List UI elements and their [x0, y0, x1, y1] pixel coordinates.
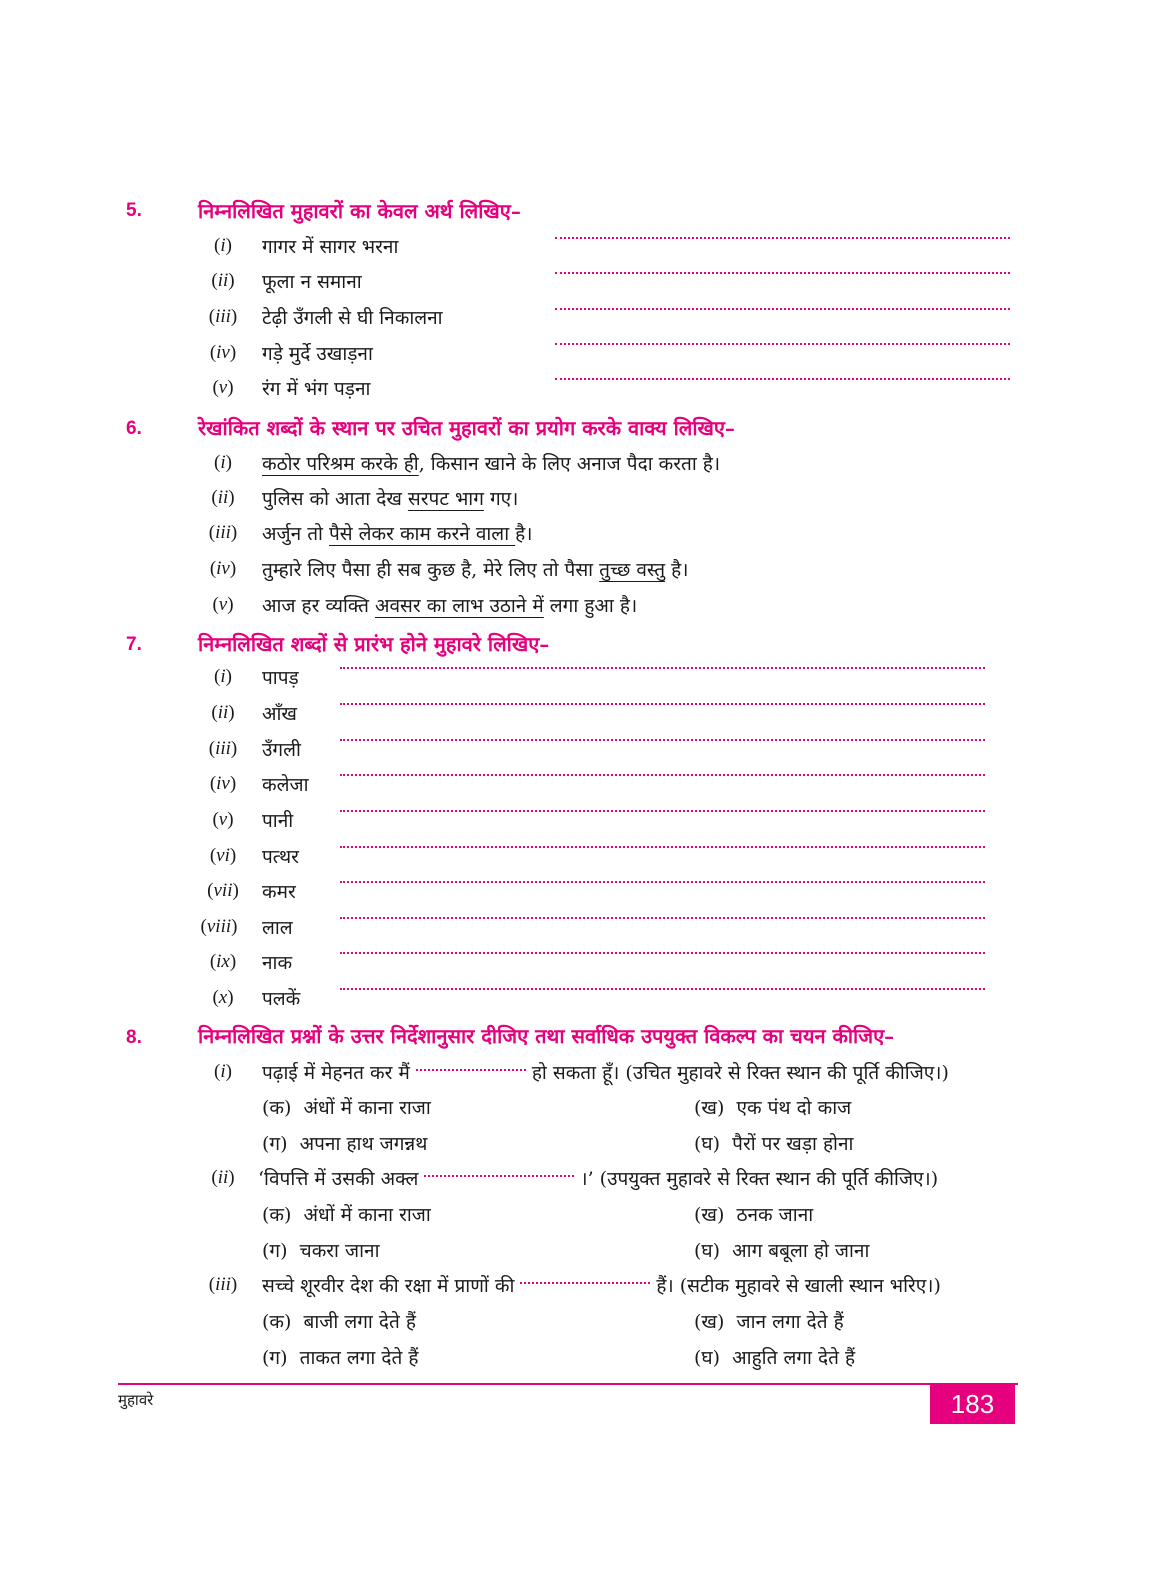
answer-line[interactable] [340, 952, 985, 954]
answer-line[interactable] [340, 667, 985, 669]
option[interactable]: (ग) ताकत लगा देते हैं [262, 1347, 419, 1369]
underlined-phrase: कठोर परिश्रम करके ही [262, 453, 419, 475]
q7-item-word: लाल [262, 917, 293, 939]
q8-question: पढ़ाई में मेहनत कर मैं हो सकता हूँ। (उचित मुहावरे से रिक्त स्थान की पूर्ति कीजिए।) [262, 1062, 949, 1084]
q7-item-word: नाक [262, 952, 293, 974]
q6-sentence: तुम्हारे लिए पैसा ही सब कुछ है, मेरे लिए तो पैसा तुच्छ वस्तु है। [262, 559, 689, 581]
q6-number: 6. [126, 418, 142, 439]
q6-item-roman: (ii) [211, 487, 235, 508]
q7-item-roman: (ix) [209, 951, 237, 972]
q6-sentence: अर्जुन तो पैसे लेकर काम करने वाला है। [262, 523, 533, 545]
option[interactable]: (घ) आग बबूला हो जाना [694, 1240, 870, 1262]
answer-line[interactable] [340, 810, 985, 812]
q5-item-roman: (v) [212, 377, 234, 398]
q6-sentence: आज हर व्यक्ति अवसर का लाभ उठाने में लगा हुआ है। [262, 595, 638, 617]
q8-sub-roman: (ii) [211, 1167, 235, 1188]
fill-blank[interactable] [416, 1069, 526, 1071]
option[interactable]: (घ) पैरों पर खड़ा होना [694, 1133, 854, 1155]
q7-item-roman: (vi) [209, 845, 237, 866]
q7-item-word: कलेजा [262, 774, 309, 796]
q8-number: 8. [126, 1027, 142, 1048]
answer-line[interactable] [555, 237, 1010, 239]
chapter-name: मुहावरे [118, 1391, 154, 1409]
q6-sentence: पुलिस को आता देख सरपट भाग गए। [262, 488, 519, 510]
q6-item-roman: (v) [212, 594, 234, 615]
answer-line[interactable] [340, 846, 985, 848]
q7-item-roman: (x) [212, 987, 234, 1008]
answer-line[interactable] [340, 703, 985, 705]
q5-heading: निम्नलिखित मुहावरों का केवल अर्थ लिखिए– [198, 199, 521, 223]
q7-item-roman: (ii) [211, 702, 235, 723]
q6-item-roman: (i) [214, 452, 232, 473]
q7-item-roman: (viii) [200, 916, 238, 937]
underlined-phrase: पैसे लेकर काम करने वाला [329, 523, 516, 545]
q8-question: सच्चे शूरवीर देश की रक्षा में प्राणों की हैं। (सटीक मुहावरे से खाली स्थान भरिए।) [262, 1275, 941, 1297]
q5-item-text: रंग में भंग पड़ना [262, 378, 371, 400]
option[interactable]: (ख) ठनक जाना [694, 1204, 814, 1226]
q5-item-text: गागर में सागर भरना [262, 236, 399, 258]
q7-item-word: पानी [262, 810, 294, 832]
q8-sub-roman: (iii) [208, 1274, 238, 1295]
option[interactable]: (क) बाजी लगा देते हैं [262, 1311, 416, 1333]
q6-item-roman: (iv) [209, 558, 237, 579]
answer-line[interactable] [340, 881, 985, 883]
answer-line[interactable] [555, 272, 1010, 274]
answer-line[interactable] [340, 917, 985, 919]
underlined-phrase: सरपट भाग [407, 488, 484, 510]
option[interactable]: (ग) अपना हाथ जगन्नथ [262, 1133, 428, 1155]
answer-line[interactable] [555, 308, 1010, 310]
q5-item-roman: (ii) [211, 270, 235, 291]
q8-sub-roman: (i) [214, 1061, 232, 1082]
q5-item-roman: (iv) [209, 342, 237, 363]
q7-item-roman: (vii) [207, 880, 239, 901]
q7-item-roman: (iii) [208, 738, 238, 759]
q5-item-roman: (iii) [208, 306, 238, 327]
q6-heading: रेखांकित शब्दों के स्थान पर उचित मुहावरों का प्रयोग करके वाक्य लिखिए– [198, 416, 735, 440]
underlined-phrase: तुच्छ वस्तु [599, 559, 666, 581]
q7-item-word: कमर [262, 881, 296, 903]
q7-item-word: पापड़ [262, 667, 299, 689]
answer-line[interactable] [340, 739, 985, 741]
page-number: 183 [930, 1384, 1015, 1424]
q5-item-text: टेढ़ी उँगली से घी निकालना [262, 307, 443, 329]
option[interactable]: (ग) चकरा जाना [262, 1240, 380, 1262]
q7-item-roman: (iv) [209, 773, 237, 794]
answer-line[interactable] [340, 988, 985, 990]
option[interactable]: (घ) आहुति लगा देते हैं [694, 1347, 856, 1369]
answer-line[interactable] [555, 343, 1010, 345]
q5-number: 5. [126, 200, 142, 221]
q7-item-word: पलकें [262, 988, 301, 1010]
option[interactable]: (क) अंधों में काना राजा [262, 1097, 431, 1119]
q6-sentence: कठोर परिश्रम करके ही, किसान खाने के लिए अनाज पैदा करता है। [262, 453, 721, 475]
q7-item-word: उँगली [262, 739, 301, 761]
q7-heading: निम्नलिखित शब्दों से प्रारंभ होने मुहावरे लिखिए– [198, 632, 550, 656]
answer-line[interactable] [555, 378, 1010, 380]
q8-heading: निम्नलिखित प्रश्नों के उत्तर निर्देशानुसार दीजिए तथा सर्वाधिक उपयुक्त विकल्प का चयन कीजिए– [198, 1024, 895, 1048]
underlined-phrase: अवसर का लाभ उठाने में [374, 595, 544, 617]
q5-item-text: फूला न समाना [262, 271, 362, 293]
q5-item-roman: (i) [214, 235, 232, 256]
fill-blank[interactable] [520, 1282, 650, 1284]
q7-item-word: पत्थर [262, 846, 299, 868]
q7-item-roman: (v) [212, 809, 234, 830]
q7-number: 7. [126, 634, 142, 655]
fill-blank[interactable] [424, 1175, 574, 1177]
q7-item-word: आँख [262, 703, 297, 725]
footer-rule [118, 1383, 1018, 1385]
answer-line[interactable] [340, 774, 985, 776]
option[interactable]: (क) अंधों में काना राजा [262, 1204, 431, 1226]
q7-item-roman: (i) [214, 666, 232, 687]
q5-item-text: गड़े मुर्दे उखाड़ना [262, 343, 373, 365]
q6-item-roman: (iii) [208, 522, 238, 543]
q8-question: ‘विपत्ति में उसकी अक्ल ।’ (उपयुक्त मुहावरे से रिक्त स्थान की पूर्ति कीजिए।) [258, 1168, 939, 1190]
option[interactable]: (ख) एक पंथ दो काज [694, 1097, 852, 1119]
option[interactable]: (ख) जान लगा देते हैं [694, 1311, 844, 1333]
